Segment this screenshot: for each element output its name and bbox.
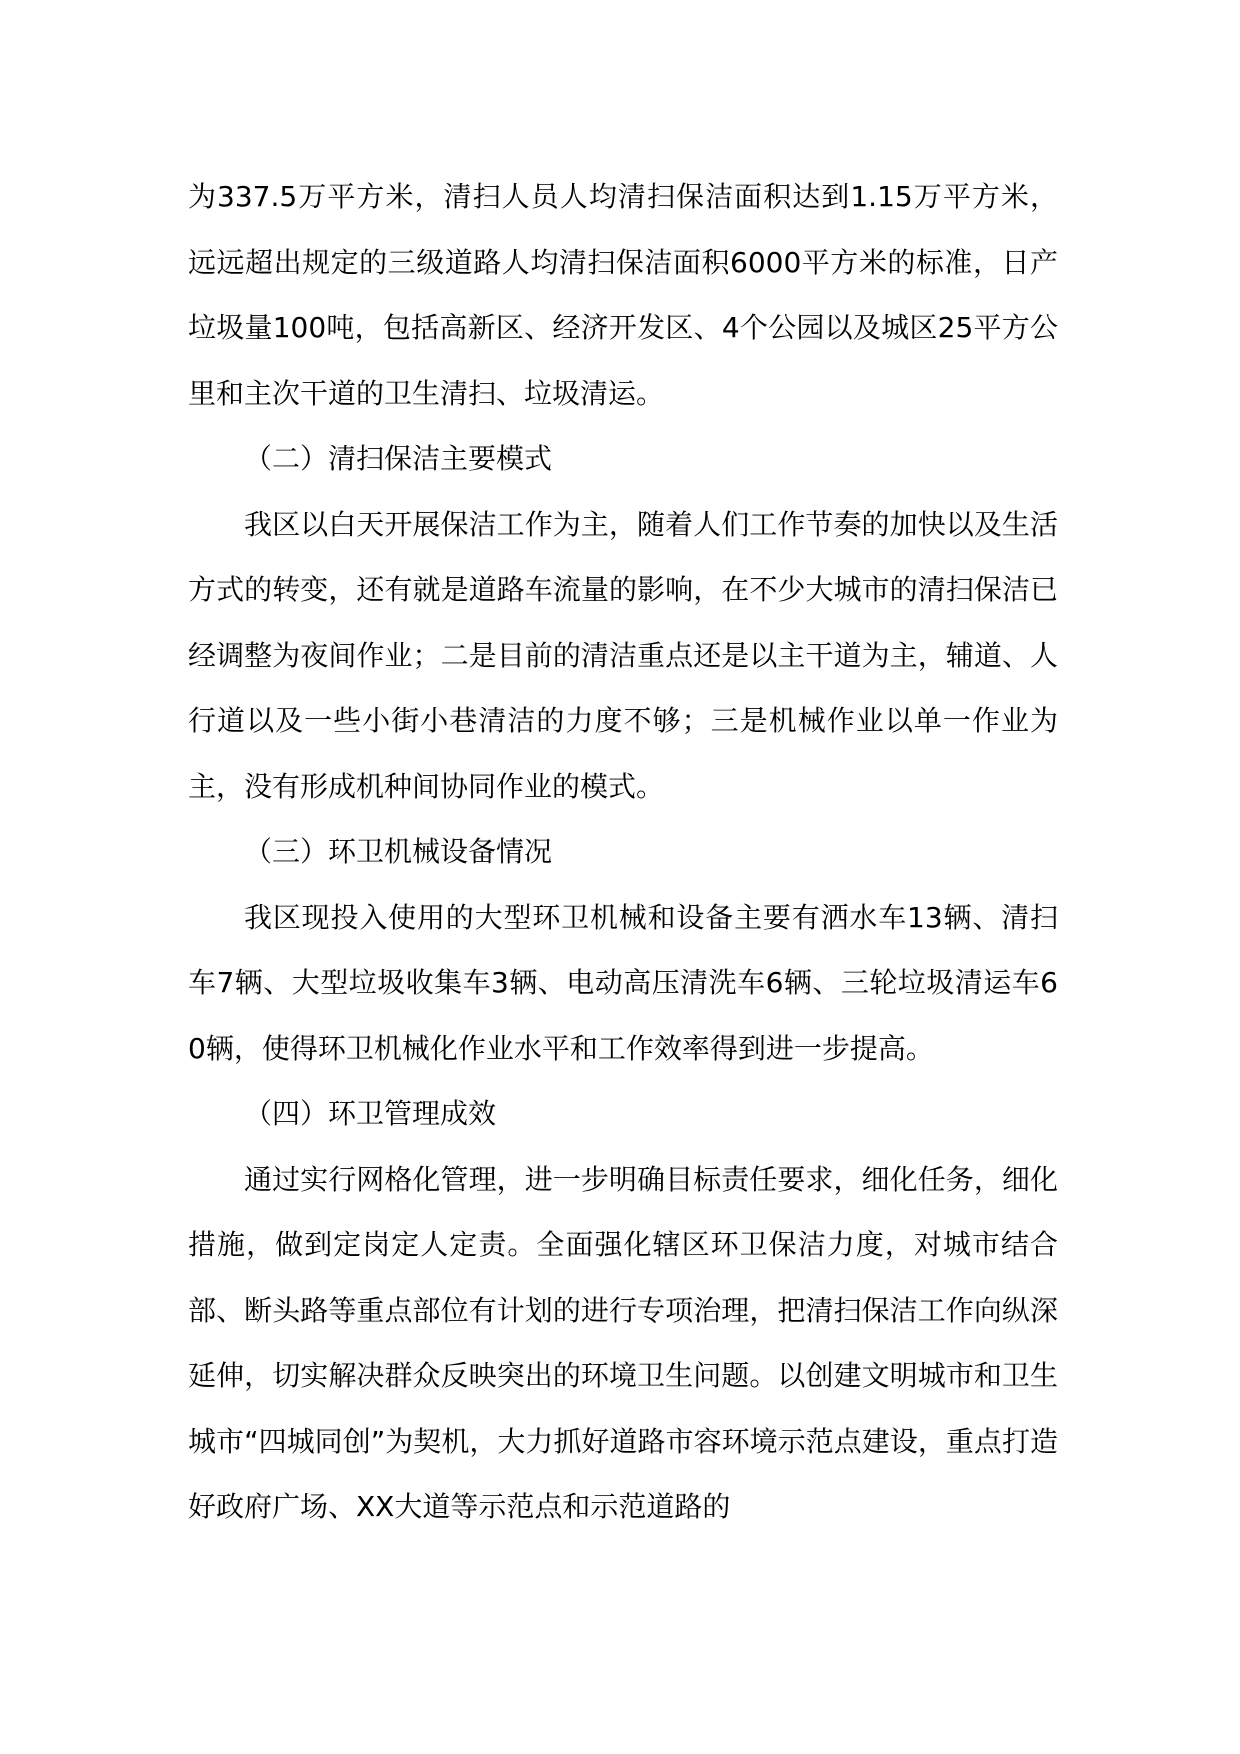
heading-cleaning-mode: （二）清扫保洁主要模式 <box>244 442 553 475</box>
paragraph-equipment: 我区现投入使用的大型环卫机械和设备主要有洒水车13辆、清扫车7辆、大型垃圾收集车3辆、电动高压清洗车6辆、三轮垃圾清运车60辆，使得环卫机械化作业水平和工作效率得到进一步提高。 <box>188 900 1058 1065</box>
paragraph-cleaning-mode: 我区以白天开展保洁工作为主，随着人们工作节奏的加快以及生活方式的转变，还有就是道路车流量的影响，在不少大城市的清扫保洁已经调整为夜间作业；二是目前的清洁重点还是以主干道为主，辅道、人行道以及一些小街小巷清洁的力度不够；三是机械作业以单一作业为主，没有形成机种间协同作业的模式。 <box>188 507 1058 803</box>
paragraph-sanitation-area: 为337.5万平方米，清扫人员人均清扫保洁面积达到1.15万平方米，远远超出规定的三级道路人均清扫保洁面积6000平方米的标准，日产垃圾量100吨，包括高新区、经济开发区、4个公园以及城区25平方公里和主次干道的卫生清扫、垃圾清运。 <box>188 180 1058 410</box>
document-body <box>188 164 1058 1540</box>
heading-management-results: （四）环卫管理成效 <box>244 1097 497 1130</box>
heading-equipment: （三）环卫机械设备情况 <box>244 835 553 868</box>
paragraph-management-results: 通过实行网格化管理，进一步明确目标责任要求，细化任务，细化措施，做到定岗定人定责。全面强化辖区环卫保洁力度，对城市结合部、断头路等重点部位有计划的进行专项治理，把清扫保洁工作向纵深延伸，切实解决群众反映突出的环境卫生问题。以创建文明城市和卫生城市“四城同创”为契机，大力抓好道路市容环境示范点建设，重点打造好政府广场、XX大道等示范点和示范道路的 <box>188 1162 1058 1523</box>
